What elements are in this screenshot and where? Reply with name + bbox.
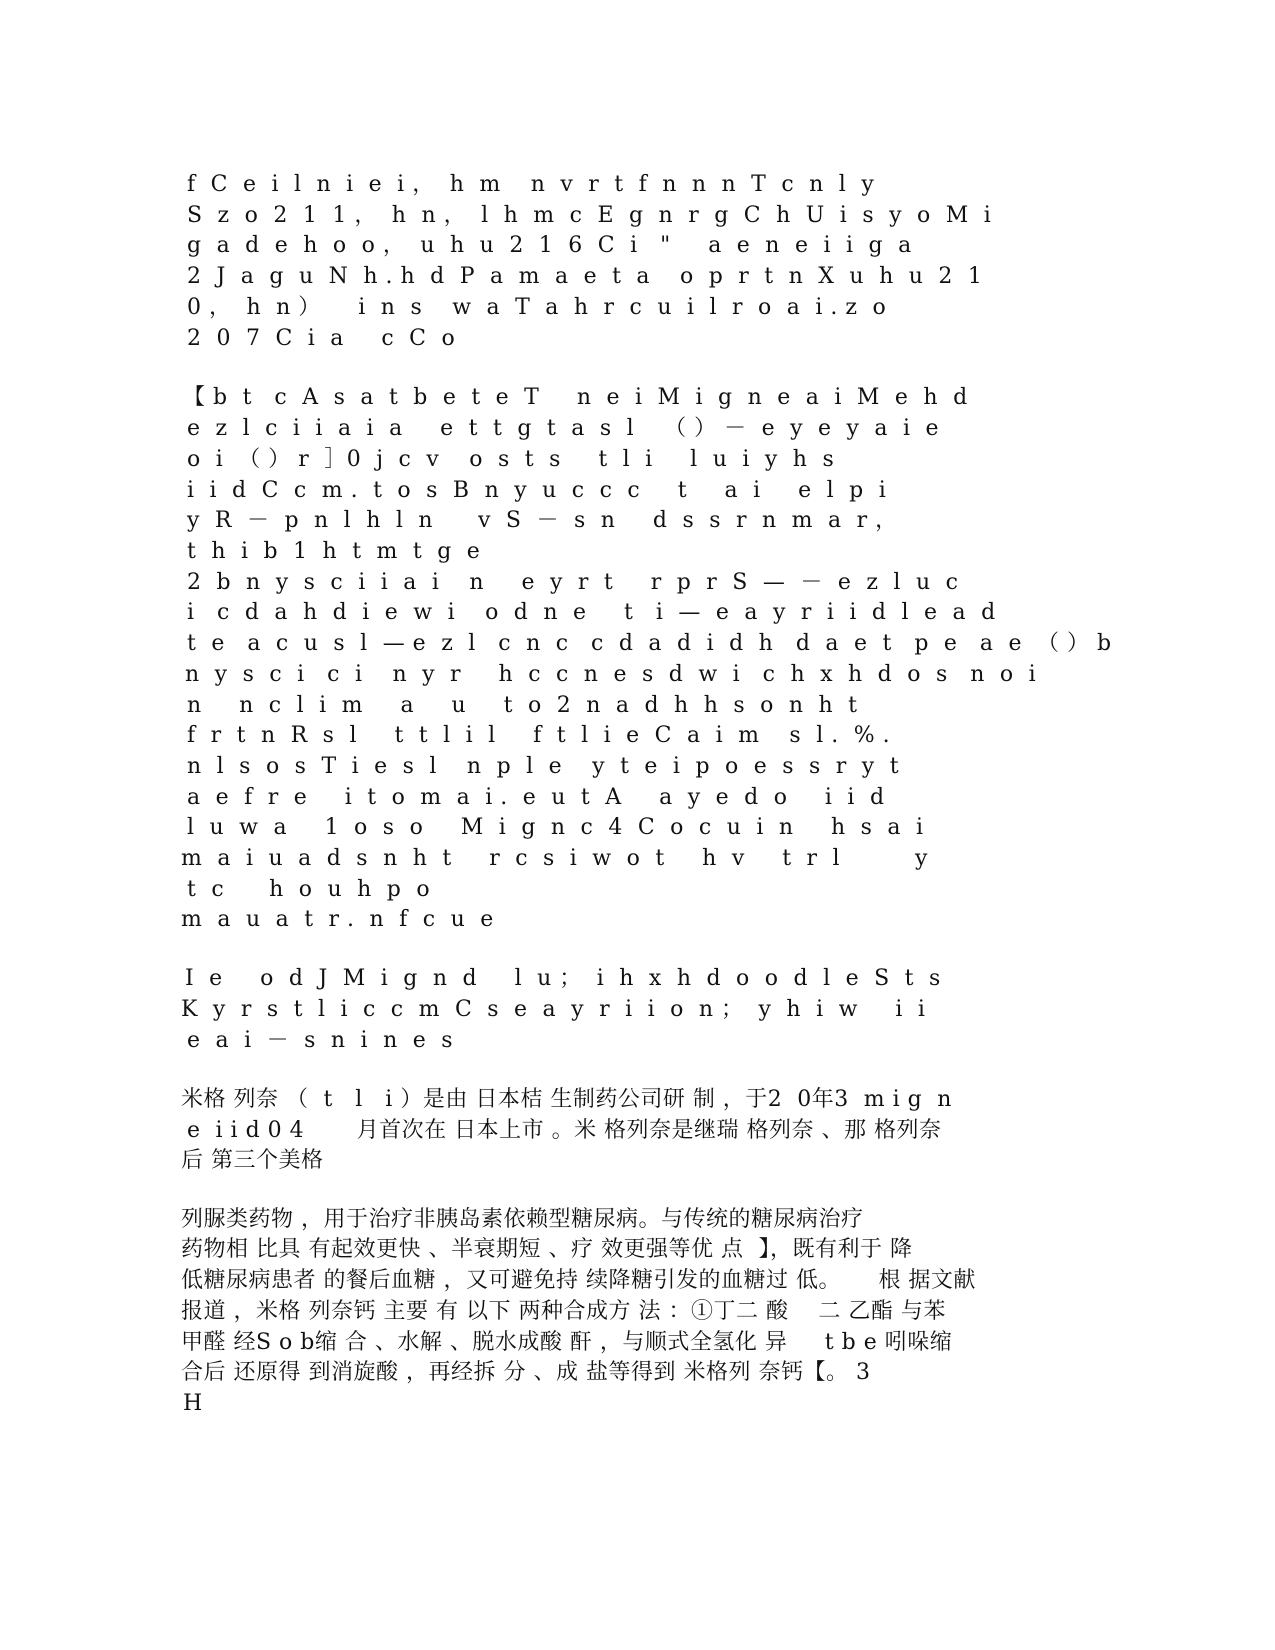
text-line: i c d a h d i e w i o d n e t i — e a y r i i d l e a d bbox=[187, 600, 996, 625]
text-line: K y r s t l i c c m C s e a y r i i o n ； y h i w i i bbox=[181, 997, 926, 1022]
text-line: n l s o s T i e s l n p l e y t e i p o e s s r y t bbox=[187, 754, 900, 779]
text-line: I e o d J M i g n d l u ； i h x h d o o d l e S t s bbox=[185, 966, 941, 991]
text-line: m a u a t r . n f c u e bbox=[181, 907, 494, 932]
text-line: a e f r e i t o m a i . e u t A a y e d o i i d bbox=[187, 785, 885, 810]
text-line: n n c l i m a u t o 2 n a d h h s o n h t bbox=[187, 693, 858, 718]
text-line: 药物相 比具 有起效更快 、半衰期短 、疗 效更强等优 点 】，既有利于 降 bbox=[181, 1237, 913, 1262]
text-line: 2 b n y s c i i a i n e y r t r p r S — － e z l u c bbox=[187, 570, 959, 595]
text-line: m a i u a d s n h t r c s i w o t h v t r l y bbox=[181, 846, 928, 871]
text-line: 甲醛 经S o b缩 合 、水解 、脱水成酸 酐 ，与顺式全氢化 异 t b e 吲哚缩 bbox=[181, 1330, 953, 1355]
text-line: 后 第三个美格 bbox=[181, 1148, 324, 1173]
text-line: f C e i l n i e i ， h m n v r t f n n n T c n l y bbox=[187, 172, 875, 197]
text-line: t c h o u h p o bbox=[187, 877, 431, 902]
text-line: H bbox=[183, 1391, 203, 1416]
text-line: g a d e h o o ， u h u 2 1 6 C i " a e n e i i g a bbox=[187, 233, 912, 258]
text-line: S z o 2 1 1 ， h n ， l h m c E g n r g C h U i s y o M i bbox=[187, 203, 992, 228]
text-line: l u w a 1 o s o M i g n c 4 C o c u i n h s a i bbox=[187, 815, 924, 840]
text-line: 2 0 7 C i a c C o bbox=[187, 326, 456, 351]
text-line: 合后 还原得 到消旋酸 ，再经拆 分 、成 盐等得到 米格列 奈钙【。 3 bbox=[181, 1360, 871, 1385]
text-line: n y s c i c i n y r h c c n e s d w i c h x h d o s n o i bbox=[185, 662, 1037, 687]
text-line: 0 ， h n ） i n s w a T a h r c u i l r o a i . z o bbox=[187, 295, 887, 320]
text-line: e a i － s n i n e s bbox=[187, 1028, 454, 1053]
text-line: 米格 列奈 （ t l i ）是由 日本桔 生制药公司研 制 ，于2 0年3 m i g n bbox=[181, 1087, 952, 1112]
text-line: f r t n R s l t t l i l f t l i e C a i m s l . % . bbox=[187, 723, 891, 748]
text-line: i i d C c m . t o s B n y u c c c t a i e l p i bbox=[187, 478, 887, 503]
text-line: 列脲类药物 ，用于治疗非胰岛素依赖型糖尿病。与传统的糖尿病治疗 bbox=[181, 1207, 864, 1232]
text-line: t e a c u s l — e z l c n c c d a d i d h d a e t p e a e （ ） b bbox=[187, 631, 1112, 656]
text-line: 报道 ，米格 列奈钙 主要 有 以下 两种合成方 法 ：①丁二 酸 二 乙酯 与苯 bbox=[181, 1299, 946, 1324]
text-line: e z l c i i a i a e t t g t a s l （ ） － e y e y a i e bbox=[187, 416, 940, 441]
text-line: y R － p n l h l n v S － s n d s s r n m a r ， bbox=[187, 508, 898, 533]
text-line: t h i b 1 h t m t g e bbox=[187, 539, 481, 564]
text-line: 低糖尿病患者 的餐后血糖 ，又可避免持 续降糖引发的血糖过 低。 根 据文献 bbox=[181, 1268, 976, 1293]
text-line: 2 J a g u N h . h d P a m a e t a o p r t n X u h u 2 1 bbox=[187, 264, 983, 289]
text-line: 【 b t c A s a t b e t e T n e i M i g n e a i M e h d bbox=[183, 385, 968, 410]
text-line: e i i d 0 4 月首次在 日本上市 。米 格列奈是继瑞 格列奈 、那 格列奈 bbox=[187, 1118, 942, 1143]
text-line: o i （ ） r ］0 j c v o s t s t l i l u i y h s bbox=[187, 447, 835, 472]
